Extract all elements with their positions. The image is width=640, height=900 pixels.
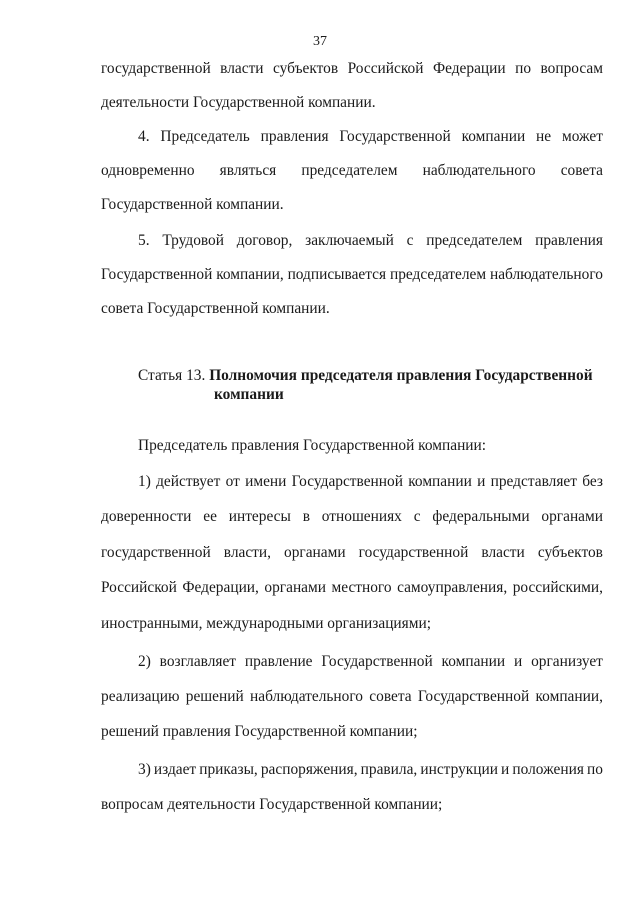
word: 5. (138, 232, 150, 249)
word: ее (203, 508, 217, 525)
article-heading (138, 366, 608, 403)
word: издает (153, 761, 197, 778)
word: власти (481, 544, 525, 561)
word: Председатель (160, 128, 250, 145)
word: с (413, 508, 421, 525)
word: одновременно (101, 162, 195, 179)
word: представляет (490, 473, 577, 490)
word: правила, (360, 761, 418, 778)
word: компании (461, 128, 526, 145)
word: 3) (138, 761, 151, 778)
text-line (101, 162, 603, 180)
word: Государственной (101, 266, 213, 283)
word: реализацию (101, 688, 180, 705)
word: компании, (535, 688, 603, 705)
word: возглавляет (159, 653, 237, 670)
article-title-continuation: компании (214, 386, 284, 403)
word: может (561, 128, 603, 145)
word: доверенности (101, 508, 192, 525)
text-line (138, 653, 603, 671)
word: имени (245, 473, 287, 490)
word: организует (531, 653, 603, 670)
word: председателем (426, 232, 523, 249)
word: решений (185, 688, 244, 705)
word: 2) (138, 653, 151, 670)
word: по (587, 761, 603, 778)
word: заключаемый (305, 232, 394, 249)
word: субъектов (273, 60, 339, 77)
text-line (101, 579, 603, 597)
text-line (101, 266, 603, 284)
text-line: решений правления Государственной компании; (101, 723, 418, 740)
word: председателем (301, 162, 398, 179)
word: 4. (138, 128, 150, 145)
word: российскими, (512, 579, 603, 596)
word: интересы (228, 508, 291, 525)
word: наблюдательного (422, 162, 536, 179)
word: по (515, 60, 532, 77)
word: договор, (236, 232, 293, 249)
word: компании (441, 653, 506, 670)
word: от (225, 473, 240, 490)
word: государственной (101, 60, 211, 77)
word: совета (560, 162, 603, 179)
text-line: деятельности Государственной компании. (101, 94, 376, 111)
word: органами (541, 508, 603, 525)
word: в (302, 508, 310, 525)
word: правления (535, 232, 603, 249)
word: Российской (101, 579, 177, 596)
word: правление (244, 653, 313, 670)
word: федеральными (432, 508, 530, 525)
word: являться (219, 162, 277, 179)
word: Государственной (321, 653, 433, 670)
word: приказы, (199, 761, 258, 778)
word: Федерации (432, 60, 506, 77)
word: совета (369, 688, 412, 705)
word: органами (284, 544, 346, 561)
word: инструкции (420, 761, 498, 778)
word: подписывается (287, 266, 387, 283)
word: вопросам (540, 60, 603, 77)
word: наблюдательного (489, 266, 603, 283)
word: Государственной (417, 688, 530, 705)
article-title: Полномочия председателя правления Государственной (209, 367, 593, 384)
text-line: Государственной компании. (101, 196, 284, 213)
text-line (101, 544, 603, 562)
word: компании (408, 473, 472, 490)
word: государственной (358, 544, 469, 561)
word: субъектов (537, 544, 603, 561)
text-line: Председатель правления Государственной компании: (138, 437, 487, 454)
word: положения (512, 761, 584, 778)
text-line (101, 60, 603, 78)
text-line (138, 761, 603, 779)
word: компании, (216, 266, 284, 283)
article-label: Статья 13. (138, 367, 206, 384)
word: председателем (389, 266, 487, 283)
page-number: 37 (313, 34, 327, 49)
word: государственной (101, 544, 211, 561)
word: органами (264, 579, 326, 596)
text-line (138, 128, 603, 146)
word: и (514, 653, 523, 670)
word: Трудовой (162, 232, 224, 249)
word: Государственной (291, 473, 403, 490)
text-line (101, 508, 603, 526)
text-line: совета Государственной компании. (101, 300, 330, 317)
word: местного (331, 579, 392, 596)
text-line (101, 688, 603, 706)
word: не (536, 128, 552, 145)
word: и (477, 473, 486, 490)
word: правления (260, 128, 329, 145)
word: 1) (138, 473, 151, 490)
word: без (582, 473, 603, 490)
word: с (406, 232, 414, 249)
word: власти, (223, 544, 271, 561)
word: и (501, 761, 510, 778)
word: отношениях (321, 508, 402, 525)
word: Федерации, (182, 579, 259, 596)
word: Государственной (339, 128, 451, 145)
word: наблюдательного (250, 688, 363, 705)
text-line (138, 473, 603, 491)
text-line: вопросам деятельности Государственной компании; (101, 796, 443, 813)
word: распоряжения, (260, 761, 358, 778)
word: Российской (347, 60, 424, 77)
word: самоуправления, (397, 579, 508, 596)
text-line (138, 232, 603, 250)
text-line: иностранными, международными организациями; (101, 615, 432, 632)
word: власти (220, 60, 264, 77)
word: действует (156, 473, 221, 490)
